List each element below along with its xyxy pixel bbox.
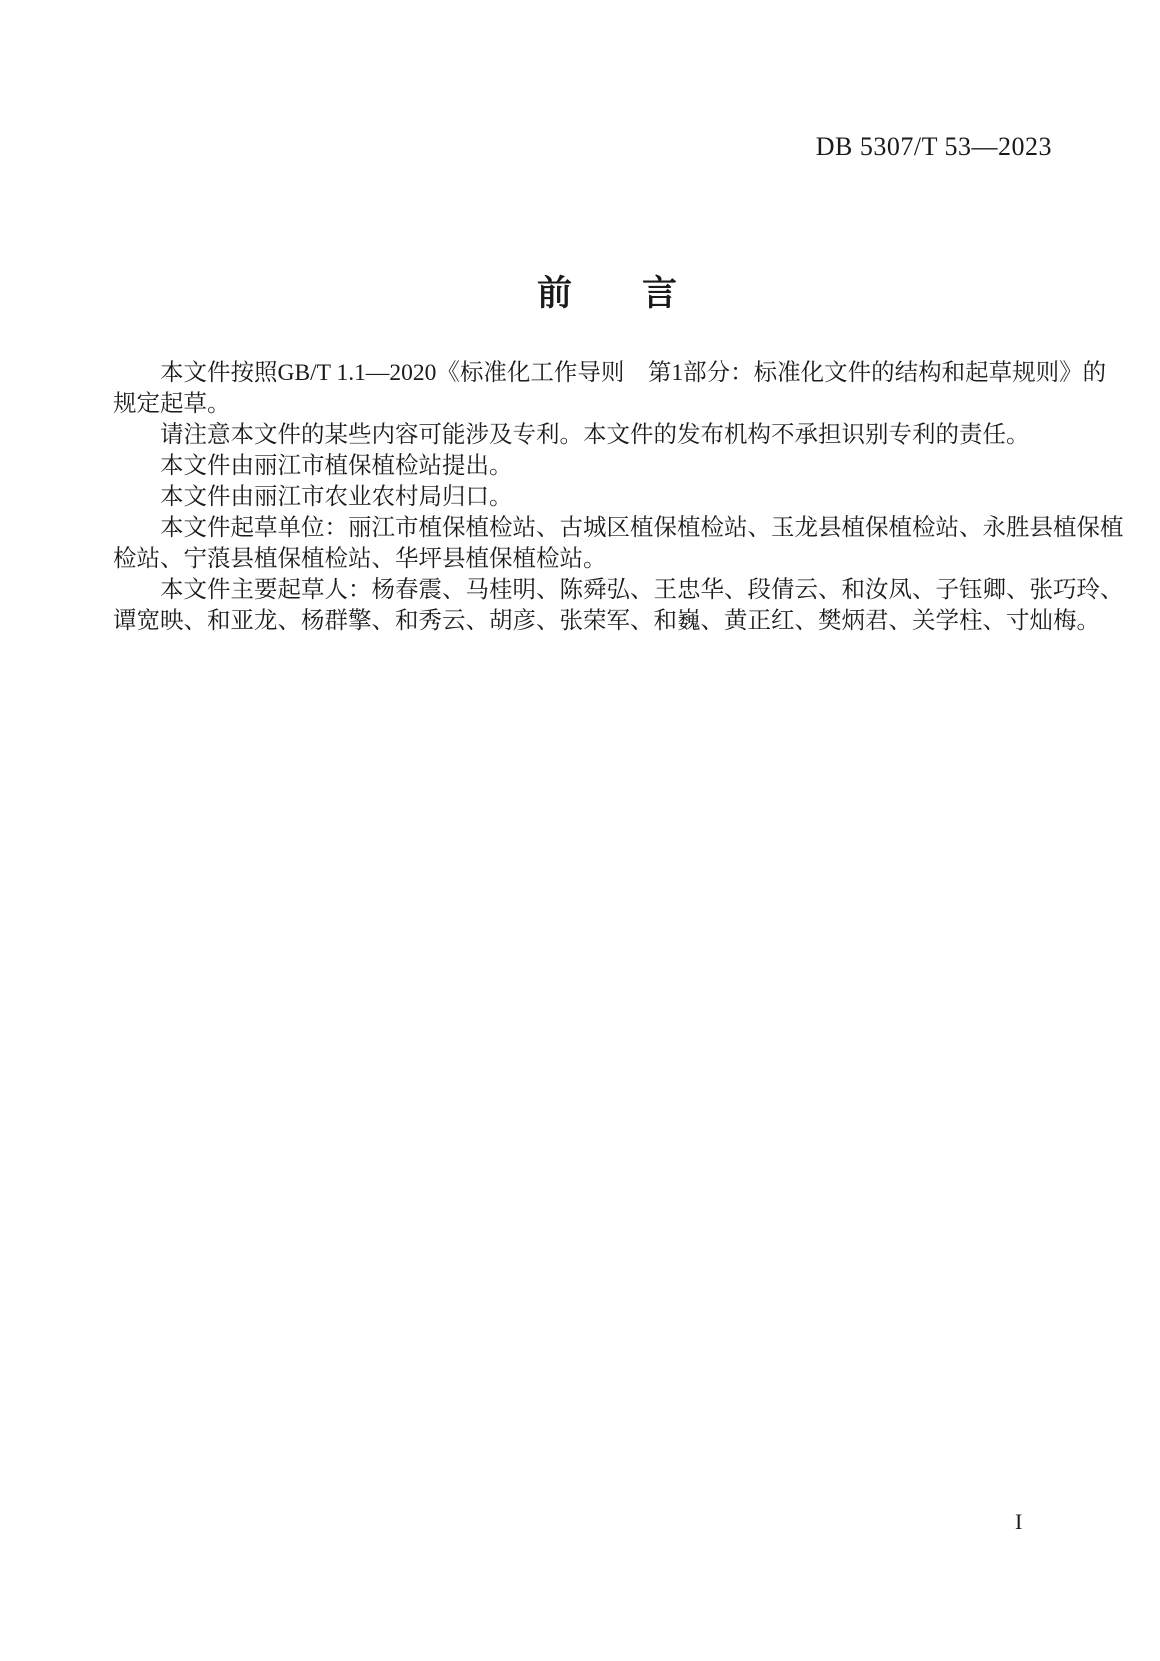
paragraph-line: 规定起草。 <box>113 391 231 417</box>
paragraph-line: 本文件由丽江市农业农村局归口。 <box>160 484 513 510</box>
paragraph-line: 本文件起草单位：丽江市植保植检站、古城区植保植检站、玉龙县植保植检站、永胜县植保植 <box>160 515 1124 541</box>
standard-number: DB 5307/T 53—2023 <box>815 132 1052 161</box>
paragraph-line: 检站、宁蒗县植保植检站、华坪县植保植检站。 <box>113 546 607 572</box>
paragraph-line: 谭宽映、和亚龙、杨群擎、和秀云、胡彦、张荣军、和巍、黄正红、樊炳君、关学柱、寸灿梅。 <box>113 608 1100 634</box>
page-number: I <box>1015 1509 1023 1534</box>
paragraph-line: 本文件由丽江市植保植检站提出。 <box>160 453 513 479</box>
foreword-paragraphs <box>113 358 1124 637</box>
page-title: 前 言 <box>536 274 678 313</box>
paragraph-line: 本文件按照GB/T 1.1—2020《标准化工作导则 第1部分：标准化文件的结构和起草规则》的 <box>160 360 1107 386</box>
paragraph-line: 本文件主要起草人：杨春震、马桂明、陈舜弘、王忠华、段倩云、和汝凤、子钰卿、张巧玲、 <box>160 577 1124 603</box>
paragraph-line: 请注意本文件的某些内容可能涉及专利。本文件的发布机构不承担识别专利的责任。 <box>160 422 1030 448</box>
